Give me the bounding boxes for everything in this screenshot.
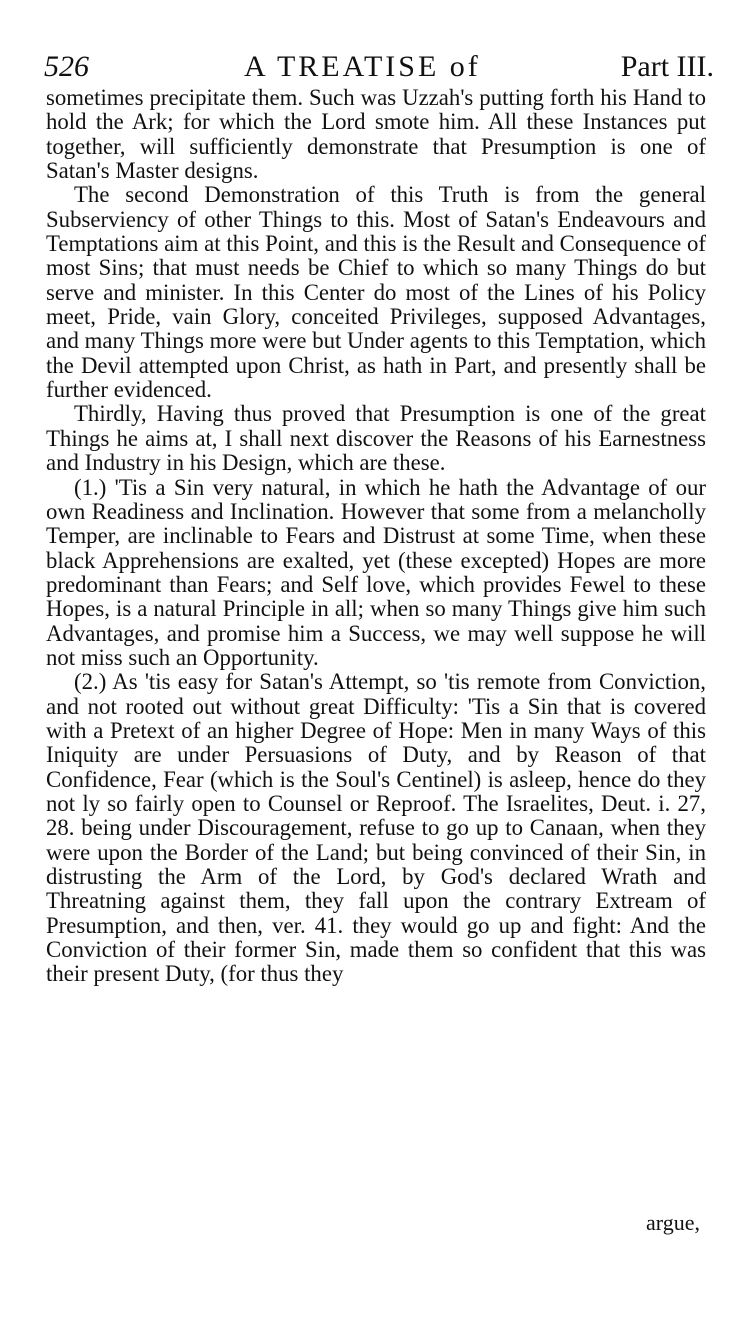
paragraph-reason-2: (2.) As 'tis easy for Satan's Attempt, so 'tis remote from Conviction, and not rooted out without great Difficulty: 'Tis a Sin that is covered with a Pretext of an higher Degree of Hope: Men in many Ways of this Iniquity are under Persuasions of Duty, and by Reason of that Confidence, Fear (which is the Soul's Centinel) is asleep, hence do they not ly so fairly open to Counsel or Reproof. The Israelites, Deut. i. 27, 28. being under Discouragement, refuse to go up to Canaan, when they were upon the Border of the Land; but being convinced of their Sin, in distrusting the Arm of the Lord, by God's declared Wrath and Threatning against them, they fall upon the contrary Extream of Presumption, and then, ver. 41. they would go up and fight: And the Conviction of their former Sin, made them so confident that this was their present Duty, (for thus they — [46, 669, 706, 987]
body-text — [46, 86, 706, 987]
paragraph-second-demonstration: The second Demonstration of this Truth is from the general Subserviency of other Things to this. Most of Satan's Endeavours and Temptations aim at this Point, and this is the Result and Consequence of most Sins; that must needs be Chief to which so many Things do but serve and minister. In this Center do most of the Lines of his Policy meet, Pride, vain Glory, conceited Privileges, supposed Advantages, and many Things more were but Under agents to this Temptation, which the Devil attempted upon Christ, as hath in Part, and presently shall be further evidenced. — [46, 182, 706, 403]
running-title: A TREATISE of — [244, 50, 481, 83]
paragraph-thirdly: Thirdly, Having thus proved that Presumption is one of the great Things he aims at, I shall next discover the Reasons of his Earnestness and Industry in his Design, which are these. — [46, 401, 706, 476]
paragraph-continuation: sometimes precipitate them. Such was Uzzah's putting forth his Hand to hold the Ark; for which the Lord smote him. All these Instances put together, will sufficiently demonstrate that Presumption is one of Satan's Master designs. — [46, 85, 706, 184]
catchword: argue, — [646, 1210, 700, 1235]
paragraph-reason-1: (1.) 'Tis a Sin very natural, in which he hath the Advantage of our own Readiness and Inclination. However that some from a melancholly Temper, are inclinable to Fears and Distrust at some Time, when these black Apprehensions are exalted, yet (these excepted) Hopes are more predominant than Fears; and Self love, which provides Fewel to these Hopes, is a natural Principle in all; when so many Things give him such Advantages, and promise him a Success, we may well suppose he will not miss such an Opportunity. — [46, 474, 706, 670]
part-label: Part III. — [620, 50, 714, 83]
running-header — [44, 46, 714, 86]
page-number: 526 — [44, 50, 89, 83]
